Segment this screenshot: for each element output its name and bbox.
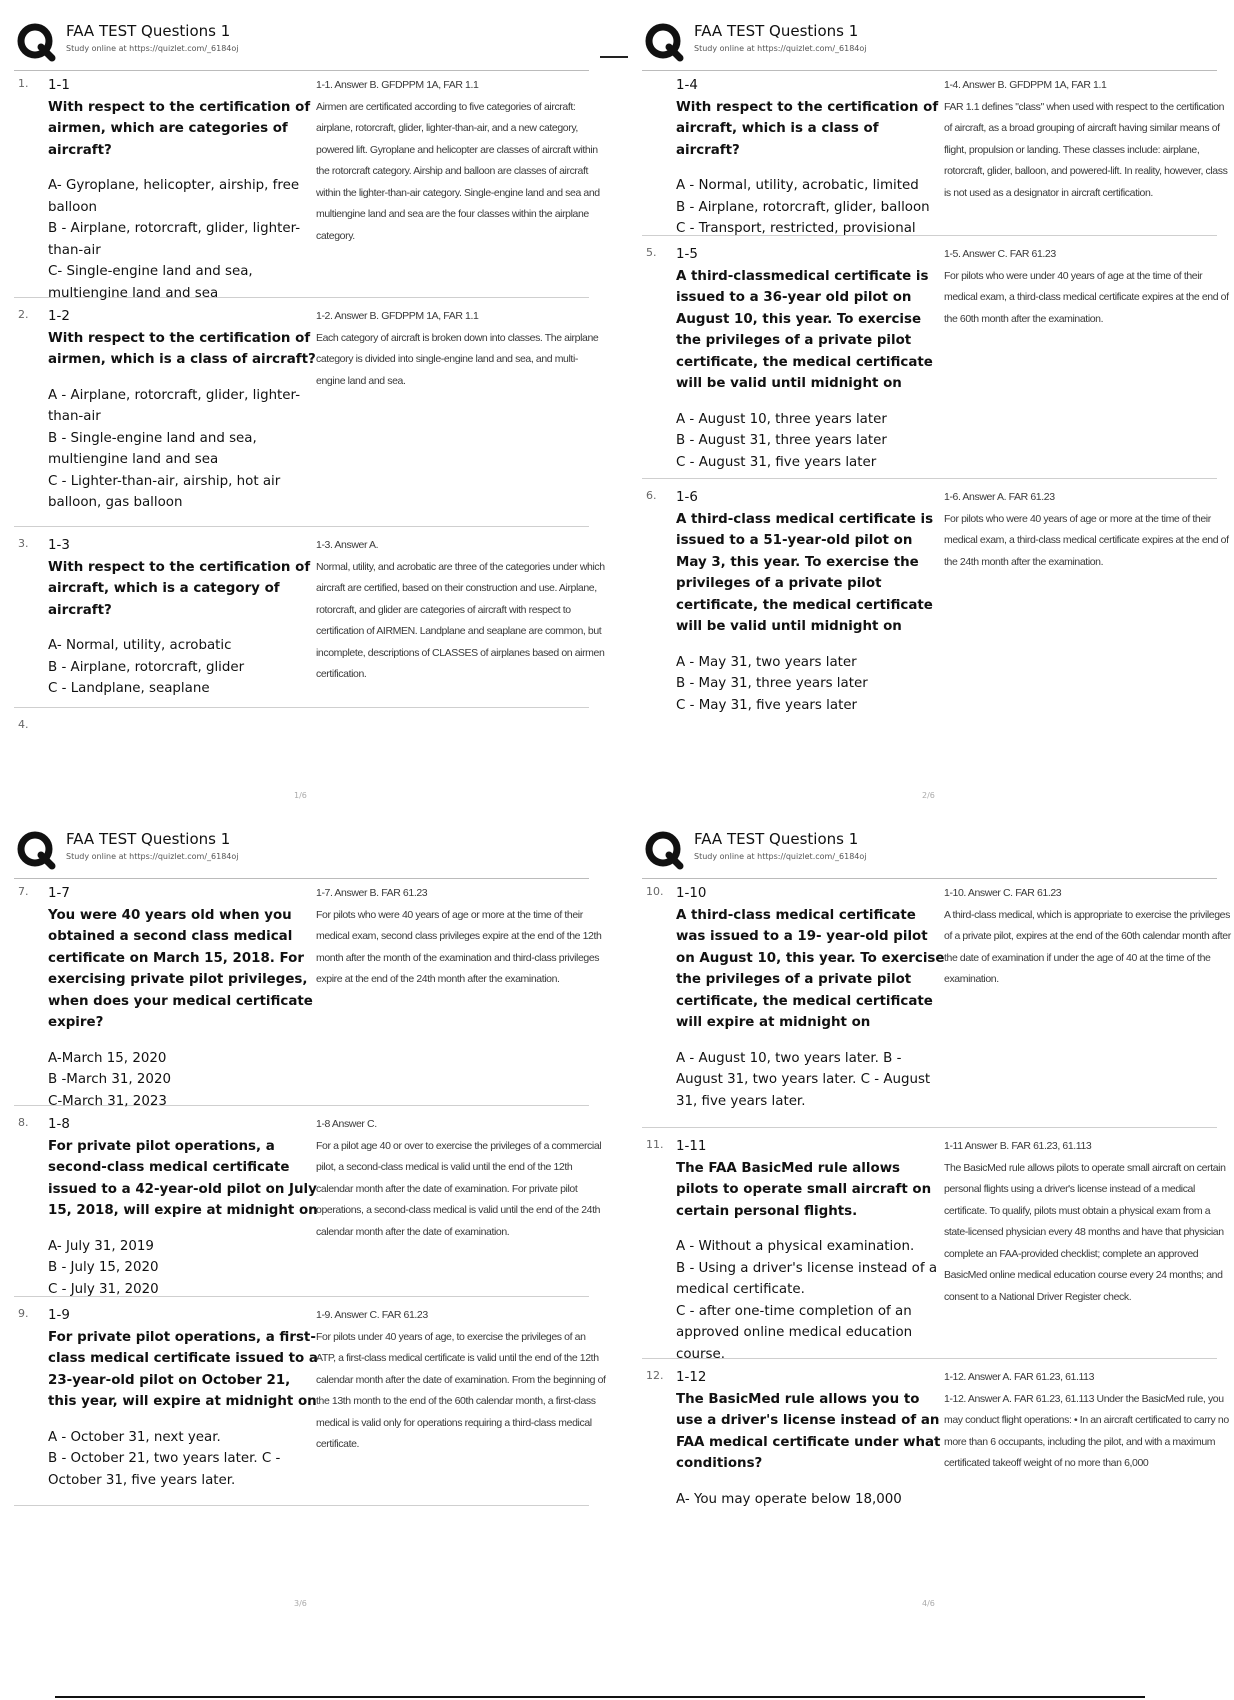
question-number: 10. <box>646 885 664 898</box>
option: A- Gyroplane, helicopter, airship, free balloon <box>48 178 300 215</box>
study-link[interactable]: Study online at https://quizlet.com/_6184oj <box>66 852 239 861</box>
divider <box>642 878 1217 879</box>
question-number: 3. <box>18 537 29 550</box>
document-title: FAA TEST Questions 1 <box>694 830 859 848</box>
answer-explanation <box>944 75 1234 204</box>
question-body <box>676 1136 946 1365</box>
page-header <box>14 826 594 872</box>
answer-heading: 1-10. Answer C. FAR 61.23 <box>944 887 1062 899</box>
option: A - Normal, utility, acrobatic, limited <box>676 178 919 193</box>
question-number: 5. <box>646 246 657 259</box>
question-body <box>48 883 318 1112</box>
page-header <box>642 826 1222 872</box>
option: A - October 31, next year. <box>48 1429 221 1445</box>
page-2 <box>642 18 1229 808</box>
page-header <box>642 18 1222 64</box>
option: B - October 21, two years later. C - October 31, five years later. <box>48 1451 281 1488</box>
option: A - August 10, three years later <box>676 411 887 427</box>
question-body <box>48 1114 318 1300</box>
option: C - Landplane, seaplane <box>48 681 210 696</box>
answer-text: For pilots who were 40 years of age or more at the time of their medical exam, second class privileges expire at the end of the 12th month after the month of the examination and third-class privileges expire at the end of the 24th month after the examination. <box>316 908 602 985</box>
option: A- You may operate below 18,000 <box>676 1491 902 1507</box>
option: A - Without a physical examination. <box>676 1239 915 1254</box>
option: B - August 31, three years later <box>676 433 887 448</box>
question-label: 1-9 <box>48 1308 70 1323</box>
study-link[interactable]: Study online at https://quizlet.com/_6184oj <box>694 852 867 861</box>
answer-explanation <box>944 487 1234 573</box>
option: B - Using a driver's license instead of a medical certificate. <box>676 1260 938 1297</box>
option: A - May 31, two years later <box>676 654 857 670</box>
option: B - May 31, three years later <box>676 676 868 691</box>
answer-text: For pilots under 40 years of age, to exercise the privileges of an ATP, a first-class medical certificate is valid until the end of the 12th calendar month after the date of examination. From the beginning of the 13th month to the end of the 60th calendar month, a first-class medical is valid only for operations requiring a third-class medical certificate. <box>316 1330 606 1450</box>
answer-heading: 1-12. Answer A. FAR 61.23, 61.113 <box>944 1371 1095 1383</box>
question-body <box>48 535 318 700</box>
option: B - July 15, 2020 <box>48 1260 159 1275</box>
question-label: 1-8 <box>48 1117 70 1132</box>
answer-text: A third-class medical, which is appropriate to exercise the privileges of a private pilot, expires at the end of the 60th calendar month after the date of examination if under the age of 40 at the time of the examination. <box>944 908 1231 985</box>
question-card <box>14 535 605 708</box>
question-text: A third-class medical certificate is issued to a 51-year-old pilot on May 3, this year. To exercise the privileges of a private pilot certificate, the medical certificate will be valid until midnight on <box>676 511 934 634</box>
quizlet-logo-icon <box>16 22 56 62</box>
answer-text: FAR 1.1 defines "class" when used with respect to the certification of aircraft, as a broad grouping of aircraft having similar means of flight, propulsion or landing. These classes include: airplane, rotorcraft, glider, balloon, and powered-lift. In reality, however, class is not used as a designator in aircraft certification. <box>944 100 1228 199</box>
answer-heading: 1-1. Answer B. GFDPPM 1A, FAR 1.1 <box>316 79 479 91</box>
question-text: The BasicMed rule allows you to use a driver's license instead of an FAA medical certificate under what conditions? <box>676 1391 941 1471</box>
page-number: 4/6 <box>922 1599 935 1608</box>
page-header <box>14 18 594 64</box>
question-body <box>676 75 946 240</box>
answer-heading: 1-4. Answer B. GFDPPM 1A, FAR 1.1 <box>944 79 1107 91</box>
question-card <box>14 1114 602 1297</box>
question-label: 1-3 <box>48 538 70 553</box>
answer-explanation <box>944 1136 1234 1308</box>
option: C - July 31, 2020 <box>48 1281 159 1297</box>
question-text: With respect to the certification of airmen, which are categories of aircraft? <box>48 99 311 158</box>
answer-text: For pilots who were 40 years of age or more at the time of their medical exam, a third-class medical certificate expires at the end of the 24th month after the examination. <box>944 512 1229 568</box>
study-link[interactable]: Study online at https://quizlet.com/_6184oj <box>66 44 239 53</box>
question-card <box>14 75 600 301</box>
question-card <box>642 487 1229 737</box>
answer-text: The BasicMed rule allows pilots to operate small aircraft on certain personal flights using a driver's license instead of a medical certificate. To qualify, pilots must obtain a physical exam from a state-licensed physician every 48 months and have that physician complete an FAA-provided checklist; complete an approved BasicMed online medical education course every 24 months; and consent to a National Driver Register check. <box>944 1161 1226 1303</box>
question-text: With respect to the certification of airmen, which is a class of aircraft? <box>48 330 316 367</box>
option: A- Normal, utility, acrobatic <box>48 638 232 653</box>
answer-text: Each category of aircraft is broken down into classes. The airplane category is divided into single-engine land and sea, and multi-engine land and sea. <box>316 331 599 387</box>
question-label: 1-6 <box>676 490 698 505</box>
question-label: 1-7 <box>48 886 70 901</box>
question-label: 1-10 <box>676 886 707 901</box>
page-number: 1/6 <box>294 791 307 800</box>
question-label: 1-2 <box>48 309 70 324</box>
question-number: 8. <box>18 1116 29 1129</box>
option: B - Airplane, rotorcraft, glider, balloon <box>676 199 930 215</box>
separator-dash <box>600 56 628 58</box>
question-card <box>642 1136 1226 1362</box>
document-title: FAA TEST Questions 1 <box>66 830 231 848</box>
question-label: 1-11 <box>676 1139 707 1154</box>
answer-explanation <box>316 1114 606 1243</box>
question-body <box>48 306 318 514</box>
divider <box>14 70 589 71</box>
question-card <box>642 883 1231 1128</box>
quizlet-logo-icon <box>16 830 56 870</box>
question-body <box>676 244 946 473</box>
answer-heading: 1-7. Answer B. FAR 61.23 <box>316 887 428 899</box>
answer-explanation <box>316 75 606 247</box>
bottom-rule <box>55 1696 1145 1698</box>
divider <box>642 70 1217 71</box>
question-number: 11. <box>646 1138 664 1151</box>
question-label: 1-4 <box>676 78 698 93</box>
option: C - after one-time completion of an approved online medical education course. <box>676 1303 913 1362</box>
option: C-March 31, 2023 <box>48 1093 167 1109</box>
answer-text: 1-12. Answer A. FAR 61.23, 61.113 Under the BasicMed rule, you may conduct flight operations: • In an aircraft certificated to carry no more than 6 occupants, including the pilot, and with a maximum certificated takeoff weight of no more than 6,000 <box>944 1392 1229 1469</box>
answer-text: Airmen are certificated according to five categories of aircraft: airplane, rotorcraft, glider, lighter-than-air, and a new category, powered lift. Gyroplane and helicopter are classes of aircraft within the rotorcraft category. Airship and balloon are classes of aircraft within the lighter-than-air category. Single-engine land and sea and multiengine land and sea are the four classes within the airplane category. <box>316 100 600 242</box>
question-body <box>676 1367 946 1510</box>
answer-heading: 1-3. Answer A. <box>316 539 379 551</box>
study-link[interactable]: Study online at https://quizlet.com/_6184oj <box>694 44 867 53</box>
option: B - Airplane, rotorcraft, glider <box>48 659 245 675</box>
question-card <box>14 306 599 527</box>
option: A - August 10, two years later. B - August 31, two years later. C - August 31, five years later. <box>676 1050 931 1109</box>
answer-explanation <box>944 883 1234 991</box>
question-text: You were 40 years old when you obtained a second class medical certificate on March 15, 2018. For exercising private pilot privileges, when does your medical certificate expire? <box>48 907 313 1030</box>
answer-text: For a pilot age 40 or over to exercise the privileges of a commercial pilot, a second-class medical is valid until the end of the 12th calendar month after the date of examination. For private pilot operations, a second-class medical is valid until the end of the 24th calendar month after the date of examination. <box>316 1139 602 1238</box>
document-title: FAA TEST Questions 1 <box>694 22 859 40</box>
quizlet-logo-icon <box>644 830 684 870</box>
question-text: With respect to the certification of aircraft, which is a class of aircraft? <box>676 99 939 158</box>
question-number: 4. <box>18 718 29 731</box>
question-body <box>48 75 318 304</box>
question-card <box>14 1305 606 1506</box>
question-card <box>642 244 1229 479</box>
option: C - August 31, five years later <box>676 454 877 470</box>
question-card <box>642 1367 1229 1567</box>
option: C - Lighter-than-air, airship, hot air balloon, gas balloon <box>48 473 281 510</box>
answer-heading: 1-6. Answer A. FAR 61.23 <box>944 491 1055 503</box>
question-text: A third-class medical certificate was issued to a 19- year-old pilot on August 10, this year. To exercise the privileges of a private pilot certificate, the medical certificate will expire at midnight on <box>676 907 945 1030</box>
option: C - Transport, restricted, provisional <box>676 221 916 236</box>
question-number: 1. <box>18 77 29 90</box>
option: A - Airplane, rotorcraft, glider, lighter-than-air <box>48 387 301 424</box>
option: C- Single-engine land and sea, multiengine land and sea <box>48 264 253 301</box>
question-card <box>642 75 1228 236</box>
answer-text: For pilots who were under 40 years of age at the time of their medical exam, a third-class medical certificate expires at the end of the 60th month after the examination. <box>944 269 1229 325</box>
page-number: 2/6 <box>922 791 935 800</box>
option: B - Single-engine land and sea, multiengine land and sea <box>48 430 257 467</box>
question-text: A third-classmedical certificate is issued to a 36-year old pilot on August 10, this year. To exercise the privileges of a private pilot certificate, the medical certificate will be valid until midnight on <box>676 268 933 391</box>
question-text: For private pilot operations, a first-class medical certificate issued to a 23-year-old pilot on October 21, this year, will expire at midnight on <box>48 1329 318 1409</box>
page-3 <box>14 826 606 1616</box>
question-text: The FAA BasicMed rule allows pilots to operate small aircraft on certain personal flights. <box>676 1160 932 1219</box>
question-label: 1-5 <box>676 247 698 262</box>
answer-explanation <box>316 535 606 686</box>
question-number: 2. <box>18 308 29 321</box>
question-body <box>676 883 946 1112</box>
option: A- July 31, 2019 <box>48 1238 154 1254</box>
question-body <box>676 487 946 716</box>
option: A-March 15, 2020 <box>48 1050 167 1066</box>
quizlet-logo-icon <box>644 22 684 62</box>
answer-heading: 1-8 Answer C. <box>316 1118 377 1130</box>
page-4 <box>642 826 1231 1616</box>
document-title: FAA TEST Questions 1 <box>66 22 231 40</box>
option: B - Airplane, rotorcraft, glider, lighter-than-air <box>48 221 301 258</box>
answer-heading: 1-2. Answer B. GFDPPM 1A, FAR 1.1 <box>316 310 479 322</box>
page-number: 3/6 <box>294 1599 307 1608</box>
question-number: 7. <box>18 885 29 898</box>
answer-explanation <box>944 244 1234 330</box>
page-1 <box>14 18 605 808</box>
answer-explanation <box>316 883 606 991</box>
question-number: 6. <box>646 489 657 502</box>
answer-explanation <box>316 1305 606 1456</box>
question-number: 9. <box>18 1307 29 1320</box>
question-number: 12. <box>646 1369 664 1382</box>
question-card <box>14 716 594 746</box>
option: B -March 31, 2020 <box>48 1072 171 1087</box>
answer-heading: 1-9. Answer C. FAR 61.23 <box>316 1309 428 1321</box>
answer-text: Normal, utility, and acrobatic are three of the categories under which aircraft are certified, based on their construction and use. Airplane, rotorcraft, and glider are categories of aircraft with respect to certification of AIRMEN. Landplane and seaplane are common, but incomplete, descriptions of CLASSES of airplanes based on airmen certification. <box>316 560 605 680</box>
question-label: 1-12 <box>676 1370 707 1385</box>
question-card <box>14 883 602 1109</box>
answer-explanation <box>944 1367 1234 1475</box>
question-body <box>48 1305 318 1491</box>
question-text: With respect to the certification of aircraft, which is a category of aircraft? <box>48 559 311 618</box>
answer-heading: 1-5. Answer C. FAR 61.23 <box>944 248 1056 260</box>
question-text: For private pilot operations, a second-class medical certificate issued to a 42-year-old pilot on July 15, 2018, will expire at midnight on <box>48 1138 318 1218</box>
question-label: 1-1 <box>48 78 70 93</box>
answer-explanation <box>316 306 606 392</box>
answer-heading: 1-11 Answer B. FAR 61.23, 61.113 <box>944 1140 1092 1152</box>
divider <box>14 878 589 879</box>
option: C - May 31, five years later <box>676 697 858 713</box>
